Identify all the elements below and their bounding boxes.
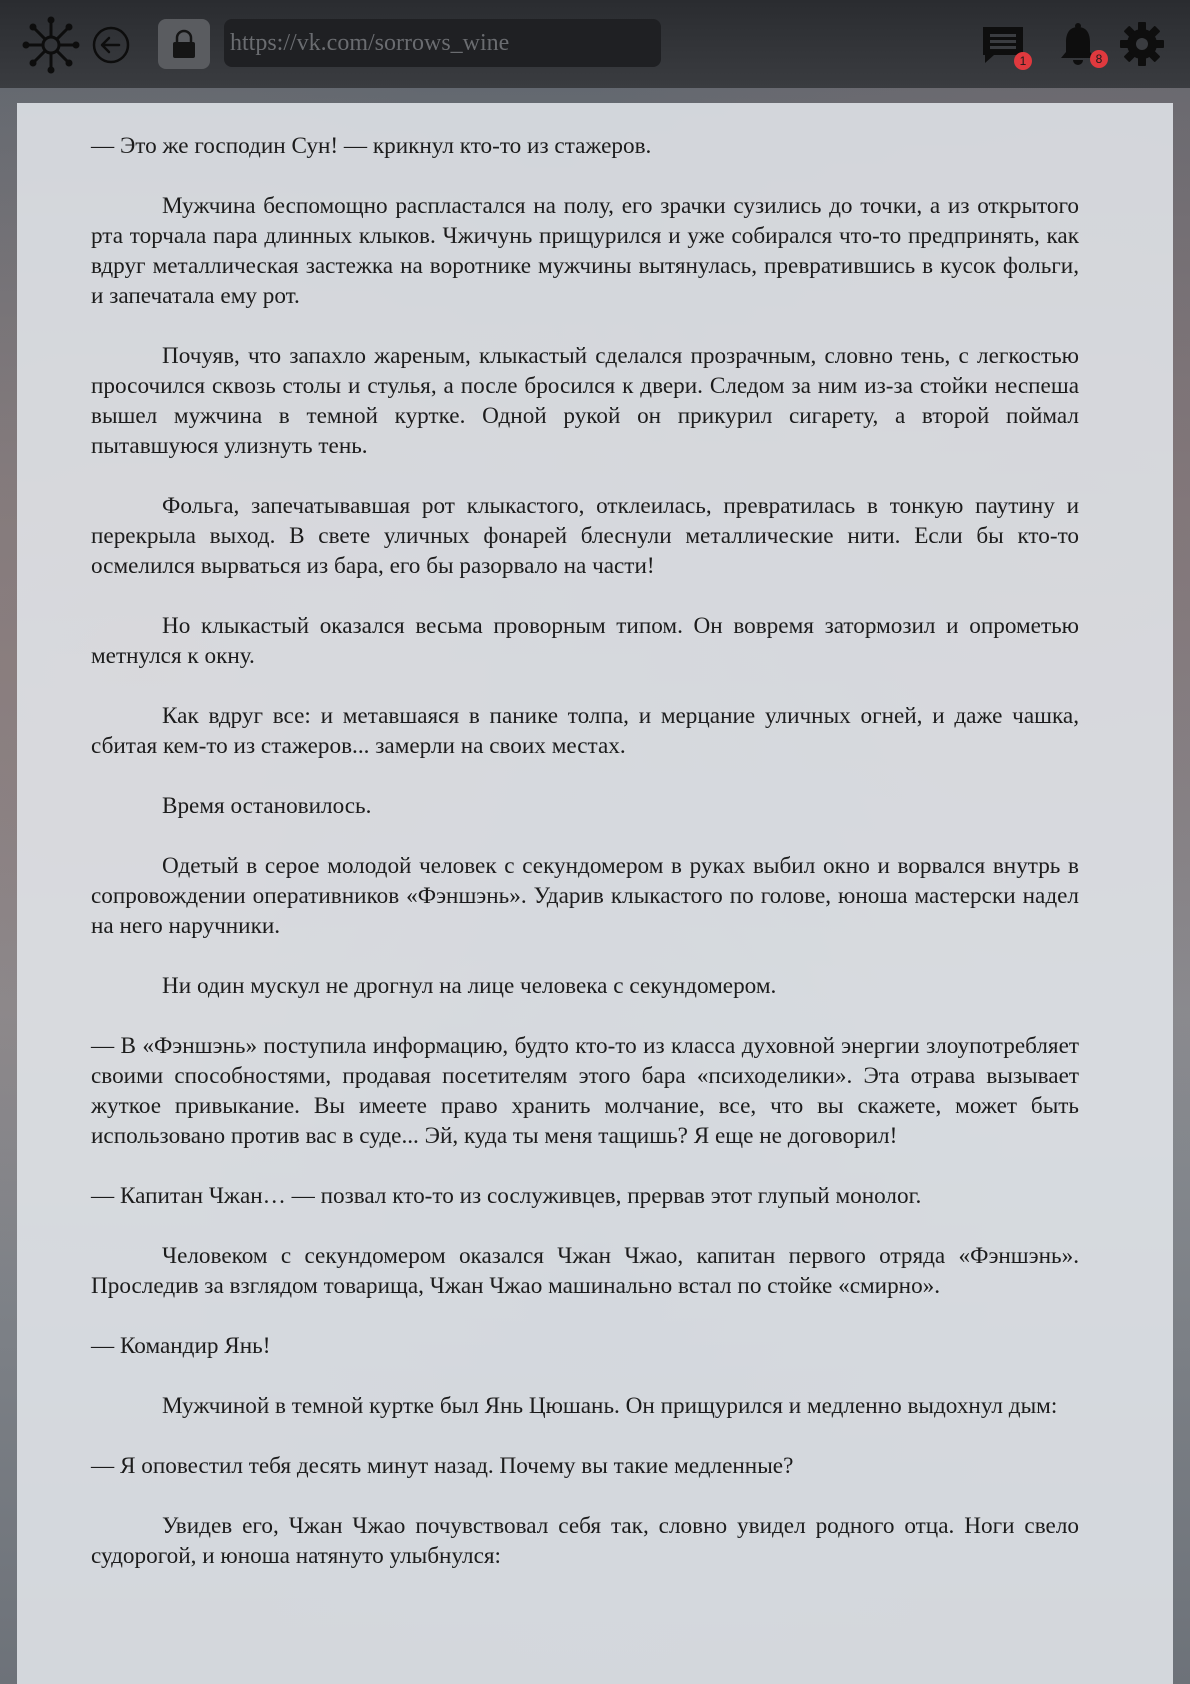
back-arrow-icon — [90, 24, 132, 66]
paragraph-2: Мужчина беспомощно распластался на полу, его зрачки сузились до точки, а из открытого рта торчала пара длинных клыков. Чжичунь прищурился и уже собирался что-то предпринять, как вдруг металлическая застежка на воротнике мужчины вытянулась, превратившись в кусок фольги, и запечатала ему рот. — [91, 193, 1079, 309]
notifications-button[interactable] — [1056, 20, 1103, 68]
paragraph-7: Время остановилось. — [162, 793, 372, 819]
paragraph-3: Почуяв, что запахло жареным, клыкастый сделался прозрачным, словно тень, с легкостью просочился сквозь столы и стулья, а после бросился к двери. Следом за ним из-за стойки неспеша вышел мужчина в темной куртке. Одной рукой он прикурил сигарету, а второй поймал пытавшуюся улизнуть тень. — [91, 343, 1079, 459]
top-toolbar — [0, 0, 1190, 88]
reader-page — [17, 103, 1173, 1684]
url-address-field[interactable]: https://vk.com/sorrows_wine — [224, 19, 661, 67]
paragraph-6: Как вдруг все: и метавшаяся в панике толпа, и мерцание уличных огней, и даже чашка, сбитая кем-то из стажеров... замерли на своих местах. — [91, 703, 1079, 759]
network-logo-icon[interactable] — [22, 16, 80, 74]
paragraph-13: — Командир Янь! — [91, 1333, 271, 1359]
messages-button[interactable] — [978, 22, 1028, 68]
paragraph-10: — В «Фэншэнь» поступила информацию, будто кто-то из класса духовной энергии злоупотребляет своими способностями, продавая посетителям этого бара «психоделики». Эта отрава вызывает жуткое привыкание. Вы имеете право хранить молчание, все, что вы скажете, может быть использовано против вас в суде... Эй, куда ты меня тащишь? Я еще не договорил! — [91, 1033, 1079, 1149]
notifications-count-badge: 8 — [1090, 50, 1108, 68]
paragraph-9: Ни один мускул не дрогнул на лице человека с секундомером. — [162, 973, 777, 999]
paragraph-14: Мужчиной в темной куртке был Янь Цюшань. Он прищурился и медленно выдохнул дым: — [162, 1393, 1058, 1419]
paragraph-12: Человеком с секундомером оказался Чжан Чжао, капитан первого отряда «Фэншэнь». Проследив за взглядом товарища, Чжан Чжао машинально встал по стойке «смирно». — [91, 1243, 1079, 1299]
paragraph-5: Но клыкастый оказался весьма проворным типом. Он вовремя затормозил и опрометью метнулся к окну. — [91, 613, 1079, 669]
settings-button[interactable] — [1118, 20, 1166, 68]
gear-icon — [1119, 21, 1165, 67]
lock-icon[interactable] — [158, 19, 210, 69]
paragraph-1: — Это же господин Сун! — крикнул кто-то из стажеров. — [91, 133, 652, 159]
paragraph-16: Увидев его, Чжан Чжао почувствовал себя так, словно увидел родного отца. Ноги свело судорогой, и юноша натянуто улыбнулся: — [91, 1513, 1079, 1569]
back-button[interactable] — [90, 24, 132, 66]
paragraph-11: — Капитан Чжан… — позвал кто-то из сослуживцев, прервав этот глупый монолог. — [91, 1183, 922, 1209]
paragraph-8: Одетый в серое молодой человек с секундомером в руках выбил окно и ворвался внутрь в сопровождении оперативников «Фэншэнь». Ударив клыкастого по голове, юноша мастерски надел на него наручники. — [91, 853, 1079, 939]
paragraph-15: — Я оповестил тебя десять минут назад. Почему вы такие медленные? — [91, 1453, 794, 1479]
paragraph-4: Фольга, запечатывавшая рот клыкастого, отклеилась, превратилась в тонкую паутину и перекрыла выход. В свете уличных фонарей блеснули металлические нити. Если бы кто-то осмелился вырваться из бара, его бы разорвало на части! — [91, 493, 1079, 579]
messages-count-badge: 1 — [1014, 52, 1032, 70]
